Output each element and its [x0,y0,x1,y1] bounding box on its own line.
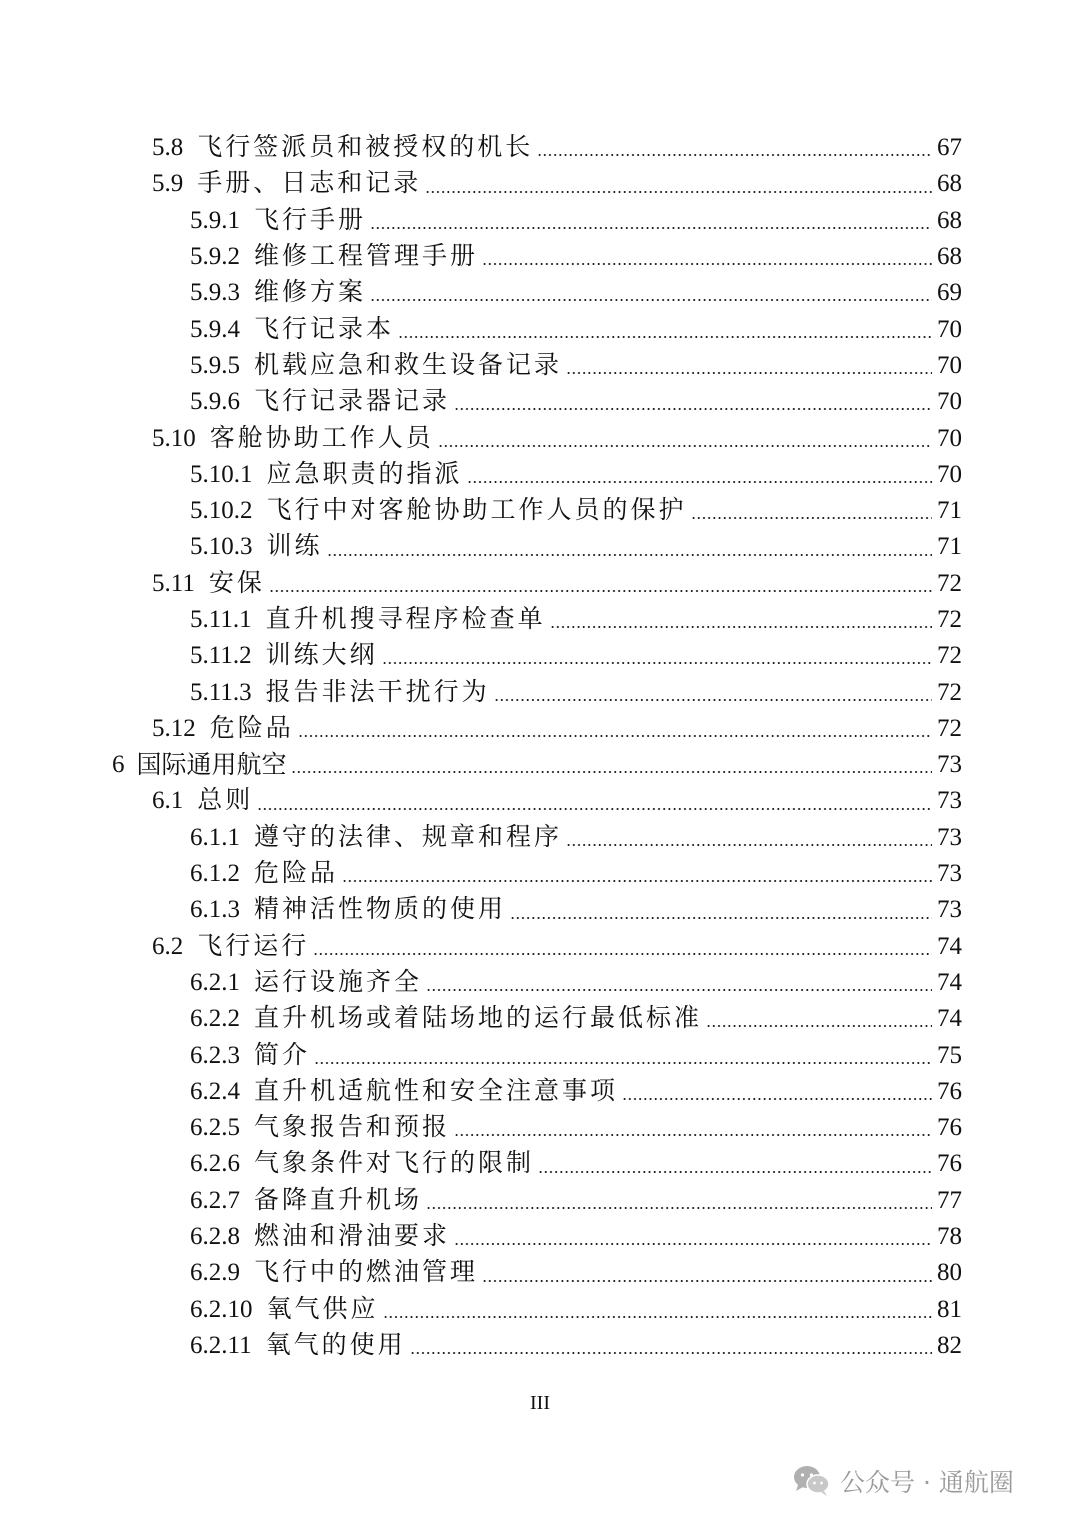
toc-entry-number: 5.9.3 [190,279,240,307]
toc-entry-page: 71 [937,497,962,525]
toc-entry-title: 备降直升机场 [254,1186,423,1214]
toc-entry-number: 6.1.1 [190,823,240,851]
toc-entry-title: 气象条件对飞行的限制 [254,1150,535,1178]
toc-entry-page: 70 [937,388,962,416]
toc-entry-number: 6.2 [152,932,184,960]
toc-entry-title: 精神活性物质的使用 [254,896,507,924]
toc-entry-page: 72 [937,606,962,633]
toc-entry-number: 5.11.1 [190,606,252,633]
toc-entry[interactable] [0,638,1080,674]
dot-leader [482,1280,932,1282]
toc-entry-page: 70 [937,351,962,379]
dot-leader [538,1171,932,1173]
dot-leader [467,481,932,483]
toc-entry-number: 6.2.10 [190,1295,253,1323]
toc-entry-number: 5.9.6 [190,388,240,416]
toc-entry-number: 6.1 [152,787,184,815]
toc-entry-page: 74 [937,968,962,996]
dot-leader [454,408,932,410]
toc-entry-number: 6.2.11 [190,1331,252,1359]
toc-entry-page: 74 [937,932,962,960]
table-of-contents [0,130,1080,1364]
dot-leader [314,1062,932,1064]
toc-entry-title: 危险品 [254,860,339,888]
toc-entry-page: 74 [937,1005,962,1033]
toc-entry-number: 5.9.2 [190,243,240,271]
toc-entry-page: 70 [937,315,962,343]
toc-entry-page: 76 [937,1150,962,1178]
toc-entry-title: 直升机适航性和安全注意事项 [254,1077,619,1105]
toc-entry[interactable] [0,747,1080,783]
toc-entry-page: 67 [937,134,962,162]
toc-entry[interactable] [0,1037,1080,1073]
toc-entry-title: 燃油和滑油要求 [254,1223,451,1251]
toc-entry-title: 运行设施齐全 [254,968,423,996]
toc-entry-page: 70 [937,460,962,488]
toc-entry-page: 81 [937,1295,962,1323]
toc-entry-number: 6.2.2 [190,1005,240,1033]
toc-entry-page: 72 [937,678,962,706]
dot-leader [438,445,932,447]
toc-entry-page: 73 [937,896,962,924]
toc-entry-number: 6.2.3 [190,1041,240,1069]
toc-entry-title: 氧气供应 [266,1295,379,1323]
toc-entry[interactable] [0,602,1080,638]
dot-leader [425,191,932,193]
toc-entry-number: 6.1.2 [190,860,240,888]
toc-entry[interactable] [0,1110,1080,1146]
toc-entry-number: 5.11.3 [190,678,252,706]
toc-entry-page: 72 [937,569,962,597]
toc-entry-page: 68 [937,206,962,234]
toc-entry-title: 直升机搜寻程序检查单 [265,606,546,633]
toc-entry[interactable] [0,457,1080,493]
toc-entry[interactable] [0,384,1080,420]
toc-entry-page: 68 [937,243,962,271]
toc-entry-number: 5.9.5 [190,351,240,379]
toc-entry-number: 5.10.2 [190,497,253,525]
toc-entry[interactable] [0,674,1080,710]
dot-leader [622,1098,932,1100]
toc-entry[interactable] [0,711,1080,747]
toc-entry[interactable] [0,1183,1080,1219]
toc-entry-number: 6.2.4 [190,1077,240,1105]
toc-entry[interactable] [0,1074,1080,1110]
toc-entry[interactable] [0,311,1080,347]
toc-entry[interactable] [0,529,1080,565]
toc-entry[interactable] [0,130,1080,166]
dot-leader [342,880,932,882]
toc-entry-page: 78 [937,1223,962,1251]
toc-entry-number: 5.9.4 [190,315,240,343]
toc-entry-title: 飞行中的燃油管理 [254,1259,479,1287]
toc-entry[interactable] [0,1292,1080,1328]
toc-entry[interactable] [0,783,1080,819]
dot-leader [426,1207,932,1209]
dot-leader [691,517,932,519]
toc-entry[interactable] [0,1255,1080,1291]
toc-entry-title: 安保 [208,569,265,597]
dot-leader [566,844,932,846]
toc-entry-title: 报告非法干扰行为 [265,678,490,706]
toc-entry-number: 5.9.1 [190,206,240,234]
toc-entry-title: 机载应急和救生设备记录 [254,351,563,379]
toc-entry-number: 5.8 [152,134,184,162]
toc-entry-number: 5.10.3 [190,533,253,561]
toc-entry-title: 遵守的法律、规章和程序 [254,823,563,851]
toc-entry-number: 5.10.1 [190,460,253,488]
toc-entry[interactable] [0,1001,1080,1037]
toc-entry-page: 76 [937,1114,962,1142]
toc-entry-number: 6.2.6 [190,1150,240,1178]
toc-entry[interactable] [0,566,1080,602]
dot-leader [706,1025,932,1027]
wechat-icon [792,1464,832,1498]
watermark-text: 公众号 · 通航圈 [840,1468,1014,1497]
dot-leader [398,336,932,338]
toc-entry-title: 客舱协助工作人员 [209,424,434,452]
toc-entry-number: 6.2.7 [190,1186,240,1214]
toc-entry[interactable] [0,166,1080,202]
toc-entry-page: 73 [937,823,962,851]
toc-entry[interactable] [0,203,1080,239]
toc-entry-title: 国际通用航空 [136,750,287,780]
toc-entry-page: 68 [937,170,962,198]
toc-entry[interactable] [0,929,1080,965]
dot-leader [382,662,932,664]
toc-entry-page: 75 [937,1041,962,1069]
toc-entry-page: 80 [937,1259,962,1287]
watermark [792,1461,1014,1501]
toc-entry[interactable] [0,493,1080,529]
dot-leader [550,626,932,628]
toc-entry[interactable] [0,856,1080,892]
toc-entry-page: 82 [937,1331,962,1359]
dot-leader [257,808,932,810]
toc-entry-title: 飞行中对客舱协助工作人员的保护 [266,497,687,525]
toc-entry-title: 维修工程管理手册 [254,243,479,271]
toc-entry-title: 手册、日志和记录 [197,170,422,198]
dot-leader [298,735,932,737]
toc-entry-number: 5.9 [152,170,184,198]
toc-entry-page: 76 [937,1077,962,1105]
toc-entry-number: 6 [112,751,125,779]
dot-leader [291,771,932,773]
dot-leader [510,917,932,919]
page-number: III [530,1392,550,1414]
dot-leader [383,1316,932,1318]
dot-leader [494,699,932,701]
toc-entry-title: 训练大纲 [265,642,378,670]
toc-entry[interactable] [0,965,1080,1001]
toc-entry-title: 飞行签派员和被授权的机长 [197,134,534,162]
toc-entry-number: 6.2.5 [190,1114,240,1142]
toc-entry-page: 72 [937,642,962,670]
dot-leader [454,1243,932,1245]
toc-entry-title: 气象报告和预报 [254,1114,451,1142]
toc-entry-title: 维修方案 [254,279,367,307]
toc-entry-page: 71 [937,533,962,561]
toc-entry-page: 72 [937,714,962,742]
toc-entry[interactable] [0,239,1080,275]
toc-entry-number: 5.11.2 [190,642,252,670]
dot-leader [566,372,932,374]
toc-entry-page: 73 [937,787,962,815]
toc-entry-number: 6.2.9 [190,1259,240,1287]
toc-entry-title: 飞行记录本 [254,315,395,343]
toc-entry-title: 危险品 [209,714,294,742]
toc-entry[interactable] [0,1146,1080,1182]
toc-entry-number: 6.2.1 [190,968,240,996]
dot-leader [313,953,932,955]
toc-entry[interactable] [0,420,1080,456]
toc-entry-title: 应急职责的指派 [266,460,463,488]
dot-leader [426,989,932,991]
dot-leader [269,590,932,592]
dot-leader [537,154,932,156]
toc-entry[interactable] [0,348,1080,384]
toc-entry-title: 直升机场或着陆场地的运行最低标准 [254,1005,703,1033]
toc-entry-page: 70 [937,424,962,452]
toc-entry[interactable] [0,1219,1080,1255]
toc-entry[interactable] [0,892,1080,928]
toc-entry-number: 5.11 [152,569,195,597]
toc-entry-title: 氧气的使用 [265,1331,406,1359]
toc-entry-number: 5.12 [152,714,196,742]
toc-entry-number: 6.2.8 [190,1223,240,1251]
toc-entry-title: 飞行记录器记录 [254,388,451,416]
toc-entry-number: 6.1.3 [190,896,240,924]
dot-leader [327,554,932,556]
toc-entry-title: 简介 [254,1041,311,1069]
dot-leader [410,1352,932,1354]
toc-entry[interactable] [0,275,1080,311]
dot-leader [370,227,932,229]
toc-entry-page: 73 [937,860,962,888]
toc-entry-page: 73 [937,751,962,779]
dot-leader [482,263,932,265]
toc-entry-number: 5.10 [152,424,196,452]
toc-entry-page: 69 [937,279,962,307]
toc-entry-title: 飞行运行 [197,932,310,960]
dot-leader [370,299,932,301]
toc-entry-title: 训练 [266,533,323,561]
toc-entry[interactable] [0,1328,1080,1364]
toc-entry-page: 77 [937,1186,962,1214]
toc-entry-title: 总则 [197,787,254,815]
toc-entry-title: 飞行手册 [254,206,367,234]
dot-leader [454,1134,932,1136]
toc-entry[interactable] [0,820,1080,856]
